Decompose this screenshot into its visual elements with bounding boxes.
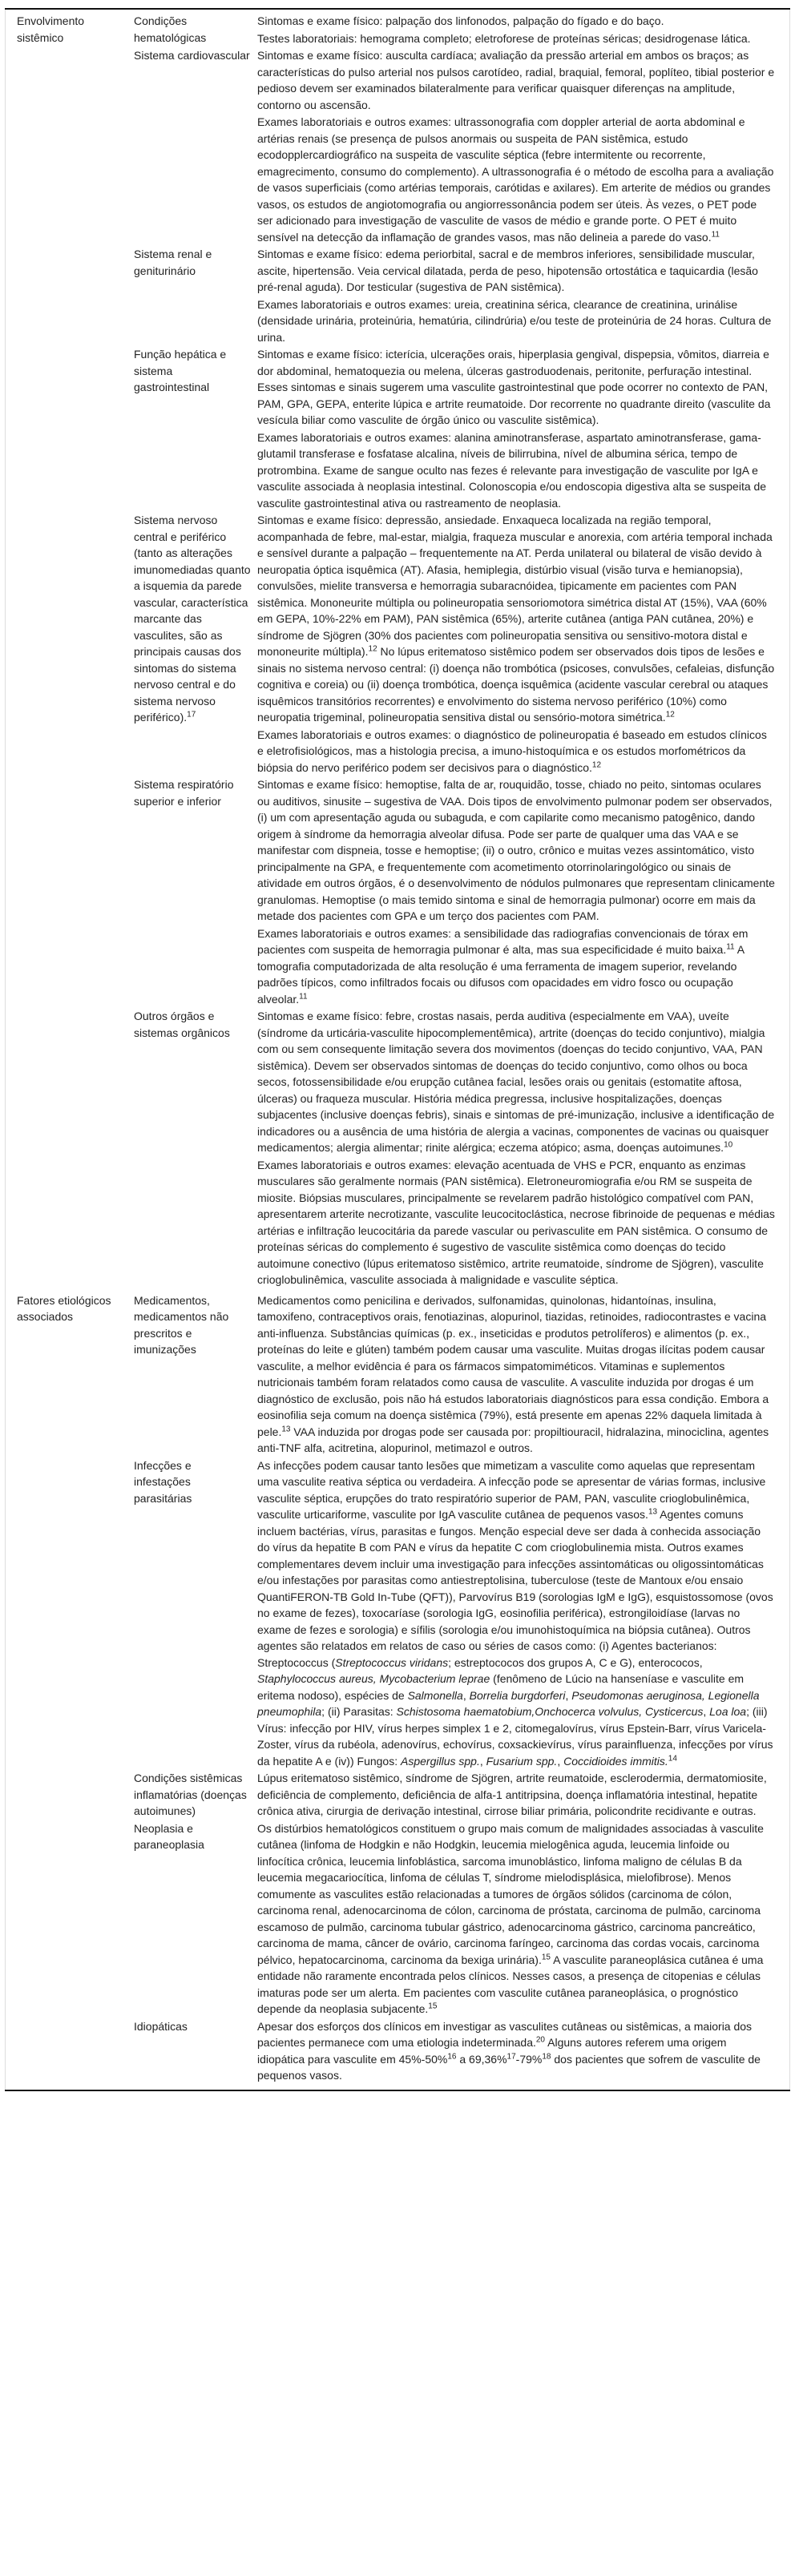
text-segment: Sistema cardiovascular — [134, 49, 250, 62]
text-segment: Condições hematológicas — [134, 14, 207, 44]
category-cell — [6, 1457, 135, 1771]
text-segment: Infecções e infestações parasitárias — [134, 1458, 192, 1505]
category-cell — [6, 1289, 135, 1457]
description-paragraph — [257, 925, 775, 1008]
text-segment: , — [703, 1705, 710, 1718]
reference-superscript: 15 — [541, 1952, 551, 1961]
italic-text: Pseudomonas aeruginosa, Legionella pneumophila — [257, 1688, 760, 1718]
description-paragraph — [257, 47, 775, 113]
description-paragraph — [257, 346, 775, 429]
text-segment: Sintomas e exame físico: ausculta cardíaca; avaliação da pressão arterial em ambos os braços; as características do pulso arterial nos pulsos carotídeo, radial, braquial, femoral, poplíteo, tibial posterior e pedioso devem ser examinados bilateralmente para verificar quaisquer diferenças na amplitude, contorno ou ascensão. — [257, 49, 775, 111]
description-cell — [257, 512, 790, 776]
description-paragraph — [257, 1008, 775, 1156]
description-cell — [257, 346, 790, 512]
table-row — [6, 512, 790, 776]
reference-superscript: 11 — [726, 942, 735, 952]
subcategory-cell — [134, 9, 257, 47]
text-segment: ; (ii) Parasitas: — [321, 1705, 397, 1718]
category-cell — [6, 2018, 135, 2090]
reference-superscript: 20 — [535, 2035, 545, 2045]
subcategory-cell — [134, 346, 257, 512]
italic-text: Staphylococcus aureus, Mycobacterium leprae — [257, 1672, 490, 1685]
italic-text: Streptococcus viridans — [335, 1655, 449, 1669]
text-segment: Exames laboratoriais e outros exames: ureia, creatinina sérica, clearance de creatinina, urinálise (densidade urinária, proteinúria, hematúria, cilindrúria) e/ou teste de proteinúria de 24 horas. Cultura de urina. — [257, 297, 772, 344]
text-segment: ; estreptococos dos grupos A, C e G), enterococos, — [448, 1655, 703, 1669]
text-segment: , — [462, 1688, 470, 1702]
reference-superscript: 11 — [299, 991, 308, 1001]
subcategory-cell — [134, 1457, 257, 1771]
text-segment: Lúpus eritematoso sistêmico, síndrome de Sjögren, artrite reumatoide, esclerodermia, dermatomiosite, deficiência de complemento, deficiência de alfa-1 antitripsina, doença inflamatória intestinal, hepatite crônica ativa, cirurgia de derivação intestinal, cirrose biliar primária, policondrite recidivante e outras. — [257, 1772, 767, 1817]
text-segment: Sistema nervoso central e periférico (tanto as alterações imunomediadas quanto a isquemia da parede vascular, característica marcante das vasculites, são as principais causas dos sintomas do sistema nervoso central e do sistema nervoso periférico). — [134, 514, 251, 724]
text-segment: Outros órgãos e sistemas orgânicos — [134, 1010, 230, 1039]
category-cell — [6, 512, 135, 776]
table-row — [6, 2018, 790, 2090]
subcategory-cell — [134, 2018, 257, 2090]
description-paragraph — [257, 30, 775, 47]
text-segment: Sintomas e exame físico: depressão, ansiedade. Enxaqueca localizada na região temporal, acompanhada de febre, mal-estar, mialgia, fraqueza muscular e anorexia, com artéria temporal inchada e sensível durante a palpação – frequentemente na AT. Perda unilateral ou bilateral de visão devido à neuropatia óptica isquêmica (AT). Afasia, hemiplegia, distúrbio visual (visão turva e hemianopsia), convulsões, mielite transversa e hemorragia subaracnóidea, tipicamente em pacientes com PAN sistêmica. Mononeurite múltipla ou polineuropatia sensoriomotora simétrica distal AT (15%), VAA (60% em GEPA, 10%-22% em PAM), PAN sistêmica (65%), arterite cutânea (antiga PAN cutânea, 20%) e síndrome de Sjögren (30% dos pacientes com polineuropatia sensitiva ou sensitivo-motora distal e mononeurite múltipla). — [257, 514, 773, 658]
category-cell — [6, 776, 135, 1008]
category-cell — [6, 47, 135, 246]
description-paragraph — [257, 1770, 775, 1820]
text-segment: No lúpus eritematoso sistêmico podem ser observados dois tipos de lesões e sinais no sistema nervoso central: (i) doença não trombótica (psicoses, convulsões, cefaleias, disfunção cognitiva e coreia) ou (ii) doença trombótica, doença isquêmica (acidente vascular cerebral ou ataques isquêmicos transitórios recorrentes) e envolvimento do sistema nervoso periférico (10%) como neuropatia trigeminal, polineuropatia sensitiva distal ou sensório-motora simétrica. — [257, 645, 775, 724]
italic-text: Aspergillus spp. — [401, 1754, 480, 1768]
reference-superscript: 15 — [428, 2002, 438, 2011]
italic-text: Coccidioides immitis. — [563, 1754, 668, 1768]
text-segment: Alguns autores referem uma origem idiopática para vasculite em 45%-50% — [257, 2036, 727, 2066]
subcategory-cell — [134, 776, 257, 1008]
text-segment: As infecções podem causar tanto lesões que mimetizam a vasculite como aquelas que representam uma vasculite reativa séptica ou verdadeira. A infecção pode se apresentar de várias formas, inclusive vasculite séptica, erupções do trato respiratório superior de PAM, PAN, vasculite crioglobulinêmica, vasculite urticariforme, vasculite por IgA vasculite cutânea de pequenos vasos. — [257, 1458, 766, 1521]
description-paragraph — [257, 1157, 775, 1288]
subcategory-cell — [134, 47, 257, 246]
text-segment: , — [479, 1754, 486, 1768]
text-segment: ; (iii) Vírus: infecção por HIV, vírus herpes simplex 1 e 2, citomegalovírus, vírus Epstein-Barr, vírus Varicela-Zoster, vírus da rubéola, adenovírus, echovírus, coxsackievírus, vírus parainfluenza, infecções por vírus da hepatite A e (iv)) Fungos: — [257, 1705, 773, 1768]
text-segment: Sintomas e exame físico: icterícia, ulcerações orais, hiperplasia gengival, dispepsia, vômitos, diarreia e dor abdominal, hematoquezia ou melena, úlceras gastroduodenais, peritonite, perfuração intestinal. Esses sintomas e sinais sugerem uma vasculite gastrointestinal que pode ocorrer no contexto de PAN, PAM, GPA, GEPA, enterite lúpica e artrite reumatoide. Dor recorrente no quadrante direito (vasculite da vesícula biliar como vasculite de órgão único ou vasculite sistêmica). — [257, 348, 771, 426]
description-paragraph — [257, 727, 775, 776]
table-row — [6, 246, 790, 346]
italic-text: Fusarium spp. — [486, 1754, 558, 1768]
italic-text: Salmonella — [407, 1688, 463, 1702]
text-segment: -79% — [515, 2052, 543, 2066]
text-segment: Exames laboratoriais e outros exames: alanina aminotransferase, aspartato aminotransferase, gama-glutamil transferase e fosfatase alcalina, níveis de bilirrubina, nível de albumina sérica, tempo de protrombina. Exame de sangue oculto nas fezes é relevante para investigação de vasculite por IgA e vasculite associada à neoplasia intestinal. Colonoscopia e/ou endoscopia digestiva alta se suspeita de vasculite gastrointestinal ativa ou rastreamento de neoplasia. — [257, 430, 767, 510]
description-paragraph — [257, 429, 775, 512]
description-paragraph — [257, 114, 775, 245]
vasculitis-workup-table — [5, 8, 790, 2091]
table-row — [6, 9, 790, 47]
reference-superscript: 13 — [648, 1507, 658, 1517]
description-paragraph — [257, 246, 775, 296]
subcategory-cell — [134, 1008, 257, 1289]
description-cell — [257, 47, 790, 246]
reference-superscript: 12 — [368, 644, 377, 654]
text-segment: , — [565, 1688, 572, 1702]
table-row — [6, 776, 790, 1008]
category-cell — [6, 246, 135, 346]
italic-text: Borrelia burgdorferi — [469, 1688, 566, 1702]
description-paragraph — [257, 296, 775, 346]
reference-superscript: 17 — [187, 710, 196, 720]
category-label: Envolvimento sistêmico — [17, 14, 85, 44]
text-segment: dos pacientes que sofrem de vasculite de pequenos vasos. — [257, 2052, 761, 2082]
italic-text: Loa loa — [709, 1705, 747, 1718]
table-row — [6, 1820, 790, 2018]
description-paragraph — [257, 1820, 775, 2018]
subcategory-cell — [134, 1820, 257, 2018]
reference-superscript: 11 — [711, 229, 720, 239]
reference-superscript: 14 — [668, 1753, 677, 1763]
description-cell — [257, 1820, 790, 2018]
text-segment: Testes laboratoriais: hemograma completo; eletroforese de proteínas séricas; desidrogenase lática. — [257, 31, 751, 45]
reference-superscript: 17 — [506, 2051, 516, 2061]
reference-superscript: 16 — [447, 2051, 457, 2061]
category-cell — [6, 1820, 135, 2018]
category-label: Fatores etiológicos associados — [17, 1293, 111, 1323]
description-cell — [257, 9, 790, 47]
description-paragraph — [257, 13, 775, 30]
subcategory-cell — [134, 246, 257, 346]
text-segment: Sintomas e exame físico: febre, crostas nasais, perda auditiva (especialmente em VAA), uveíte (síndrome da urticária-vasculite hipocomplementêmica), artrite (doenças do tecido conjuntivo), mialgia com ou sem consequente limitação severa dos movimentos (doenças do tecido conjuntivo, VAA, PAN sistêmica). Devem ser observados sintomas de doenças do tecido conjuntivo, como olhos ou boca secos, fotossensibilidade e/ou erupção cutânea facial, lesões orais ou genitais (estomatite aftosa, úlceras) ou fraqueza muscular. História médica pregressa, inclusive hospitalizações, doenças subjacentes (inclusive doenças febris), sinais e sintomas de pré-imunização, inclusive a identificação de indicadores ou a ausência de uma história de alergia a vacinas, componentes de vacinas ou quaisquer medicamentos; alergia alimentar; rinite alérgica; eczema atópico; asma, doenças autoimunes. — [257, 1010, 775, 1154]
description-cell — [257, 1289, 790, 1457]
reference-superscript: 12 — [591, 760, 602, 769]
description-paragraph — [257, 2018, 775, 2084]
text-segment: Sistema respiratório superior e inferior — [134, 778, 234, 808]
text-segment: Medicamentos como penicilina e derivados, sulfonamidas, quinolonas, hidantoínas, insulina, tamoxifeno, contraceptivos orais, fenotiazinas, alopurinol, tiazidas, retinoides, radiocontrastes e vacina anti-influenza. Substâncias químicas (p. ex., inseticidas e produtos petrolíferos) e alimentos (p. ex., proteínas do leite e glúten) também podem causar uma vasculite. Muitas drogas ilícitas podem causar vasculite, a melhor evidência é para os fármacos simpatomiméticos. Vitaminas e suplementos nutricionais também foram relatados como causa de vasculite. A vasculite induzida por drogas é um diagnóstico de exclusão, pois não há estudos laboratoriais diagnósticos para essa condição. Embora a eosinofilia seja comum na doença sistêmica (79%), está presente em apenas 22% daquela limitada à pele. — [257, 1293, 769, 1438]
table-row — [6, 1770, 790, 1820]
table-body — [6, 9, 790, 2090]
description-cell — [257, 1008, 790, 1289]
text-segment: Agentes comuns incluem bactérias, vírus, parasitas e fungos. Menção especial deve ser dada à conhecida associação do vírus da hepatite B com PAN e vírus da hepatite C com crioglobulinemia mista. Outros exames complementares devem incluir uma investigação para infecções assintomáticas ou oligossintomáticas e/ou infestações por parasitas como antiestreptolisina, tuberculose (teste de Mantoux e/ou ensaio QuantiFERON-TB Gold In-Tube (QFT)), Parvovírus B19 (sorologias IgM e IgG), esquistossomose (ovos no exame de fezes), toxocaríase (sorologia IgG, eosinofilia periférica), estrongiloidíase (larvas no exame de fezes e sorologia) e sífilis (sorologia e/ou imunohistoquímica na biópsia cutânea). Outros agentes são relatados em relatos de caso ou séries de casos como: (i) Agentes bacterianos: Streptococcus ( — [257, 1508, 773, 1669]
text-segment: Apesar dos esforços dos clínicos em investigar as vasculites cutâneas ou sistêmicas, a maioria dos pacientes permanece com uma etiologia indeterminada. — [257, 2019, 753, 2049]
reference-superscript: 12 — [665, 710, 675, 720]
subcategory-cell — [134, 1289, 257, 1457]
table-row — [6, 47, 790, 246]
description-cell — [257, 1770, 790, 1820]
text-segment: , — [557, 1754, 564, 1768]
description-paragraph — [257, 512, 775, 726]
description-cell — [257, 2018, 790, 2090]
category-cell — [6, 346, 135, 512]
description-cell — [257, 246, 790, 346]
description-paragraph — [257, 1457, 775, 1770]
text-segment: VAA induzida por drogas pode ser causada por: propiltiouracil, hidralazina, minociclina, agentes anti-TNF alfa, acitretina, alopurinol, metimazol e outros. — [257, 1425, 769, 1454]
text-segment: A vasculite paraneoplásica cutânea é uma entidade não raramente encontrada pelos clínicos. Nesses casos, a presença de citopenias e células imaturas pode ser um alerta. Em pacientes com vasculite cutânea paraneoplásica, o prognóstico depende da neoplasia subjacente. — [257, 1953, 764, 2015]
table-row — [6, 1008, 790, 1289]
table-row — [6, 1289, 790, 1457]
text-segment: Sintomas e exame físico: hemoptise, falta de ar, rouquidão, tosse, chiado no peito, sintomas oculares ou auditivos, sinusite – sugestiva de VAA. Dois tipos de envolvimento pulmonar podem ser observados, (i) um com apresentação aguda ou subaguda, e com capilarite como mecanismo patogênico, dando origem à síndrome da hemorragia alveolar difusa. Pode ser parte de qualquer uma das VAA e se manifestar com dispneia, tosse e hemoptise; (ii) o outro, crônico e muitas vezes assintomático, visto principalmente na GPA, e frequentemente com acometimento otorrinolaringológico ou sinais de atividade em outros órgãos, é o desenvolvimento de nódulos pulmonares que representam clinicamente granulomas. Hemoptise (o mais temido sintoma e sinal de hemorragia pulmonar) ocorre em mais da metade dos pacientes com GPA e um terço dos pacientes com PAM. — [257, 778, 775, 922]
reference-superscript: 13 — [281, 1424, 291, 1433]
category-cell — [6, 1770, 135, 1820]
text-segment: a 69,36% — [456, 2052, 507, 2066]
table-row — [6, 1457, 790, 1771]
text-segment: Exames laboratoriais e outros exames: a sensibilidade das radiografias convencionais de tórax em pacientes com suspeita de hemorragia pulmonar é alta, mas sua especificidade é muito baixa. — [257, 926, 749, 956]
text-segment: Sistema renal e geniturinário — [134, 248, 212, 277]
table-row — [6, 346, 790, 512]
description-paragraph — [257, 1292, 775, 1457]
text-segment: Neoplasia e paraneoplasia — [134, 1821, 204, 1851]
text-segment: Exames laboratoriais e outros exames: o diagnóstico de polineuropatia é baseado em estudos clínicos e eletrofisiológicos, mas a histologia precisa, a imuno-histoquímica e os estudos morfométricos da biópsia do nervo periférico podem ser decisivos para o diagnóstico. — [257, 728, 767, 774]
reference-superscript: 10 — [724, 1140, 733, 1150]
text-segment: A tomografia computadorizada de alta resolução é uma ferramenta de imagem superior, revelando padrões típicos, como infiltrados focais ou difusos com opacidades em vidro fosco ou ocupação alveolar. — [257, 943, 745, 1006]
category-cell — [6, 1008, 135, 1289]
reference-superscript: 18 — [542, 2051, 551, 2061]
text-segment: Idiopáticas — [134, 2019, 188, 2033]
text-segment: Exames laboratoriais e outros exames: elevação acentuada de VHS e PCR, enquanto as enzimas musculares são geralmente normais (PAN sistêmica). Eletroneuromiografia e/ou RM se suspeita de miosite. Biópsias musculares, principalmente se revelarem padrão histológico compatível com PAN, apresentarem arterite necrotizante, vasculite leucocitoclástica, necrose fibrinoide de pequenas e médias artérias e infiltração leucocitária da parede vascular ou perivasculite em PAN sistêmica. O consumo de proteínas séricas do complemento é sugestivo de vasculite sistêmica como doenças do tecido autoimune conectivo (lúpus eritematoso sistêmico, artrite reumatoide, síndrome de Sjögren), vasculite crioglobulinêmica, vasculite associada à malignidade e vasculite séptica. — [257, 1158, 775, 1286]
text-segment: Sintomas e exame físico: edema periorbital, sacral e de membros inferiores, sensibilidade muscular, ascite, hipertensão. Veia cervical dilatada, perda de peso, hipotensão ortostática e taquicardia (lesão pré-renal aguda). Dor testicular (sugestiva de PAN sistêmica). — [257, 248, 758, 293]
description-cell — [257, 1457, 790, 1771]
text-segment: Medicamentos, medicamentos não prescritos e imunizações — [134, 1293, 229, 1356]
text-segment: Exames laboratoriais e outros exames: ultrassonografia com doppler arterial de aorta abdominal e artérias renais (se presença de pulsos anormais ou suspeita de PAN sistêmica, estudo ecodopplercardiográfico na suspeita de vasculite séptica (febre intermitente ou recorrente, emagrecimento, consumo do complemento). A ultrassonografia é o método de escolha para a avaliação de vasos superficiais (como artérias temporais, carótidas e axilares). Em arterite de médios ou grandes vasos, os estudos de angiotomografia ou angiorressonância podem ser úteis. Às vezes, o PET pode ser adicionado para investigação de vasculite de vasos de médio e grande porte. O PET é muito sensível na detecção da inflamação de grandes vasos, mas não delineia a parede do vaso. — [257, 115, 774, 244]
text-segment: Os distúrbios hematológicos constituem o grupo mais comum de malignidades associadas à vasculite cutânea (linfoma de Hodgkin e não Hodgkin, leucemia mielogênica aguda, leucemia linfoide ou linfocítica crônica, leucemia linfoblástica, sarcoma imunoblástico, linfoma maligno de células B da leucemia megacariocítica, linfoma de células T, síndrome mielodisplásica, mielofibrose). Menos comumente as vasculites estão relacionadas a tumores de órgãos sólidos (carcinoma de cólon, carcinoma renal, adenocarcinoma de cólon, carcinoma de próstata, carcinoma de pulmão, carcinoma escamoso de pulmão, carcinoma tubular gástrico, adenocarcinoma gástrico, carcinoma pancreático, carcinoma de mama, câncer de ovário, carcinoma faríngeo, carcinoma das cordas vocais, carcinoma pélvico, hepatocarcinoma, carcinoma da bexiga urinária). — [257, 1821, 764, 1966]
text-segment: Sintomas e exame físico: palpação dos linfonodos, palpação do fígado e do baço. — [257, 14, 664, 27]
category-cell — [6, 9, 135, 47]
text-segment: (fenômeno de Lúcio na hanseníase e vasculite em eritema nodoso), espécies de — [257, 1672, 745, 1702]
subcategory-cell — [134, 1770, 257, 1820]
text-segment: Função hepática e sistema gastrointestinal — [134, 348, 227, 393]
italic-text: Schistosoma haematobium,Onchocerca volvulus, Cysticercus — [396, 1705, 704, 1718]
subcategory-cell — [134, 512, 257, 776]
text-segment: Condições sistêmicas inflamatórias (doenças autoimunes) — [134, 1772, 247, 1817]
description-paragraph — [257, 776, 775, 925]
description-cell — [257, 776, 790, 1008]
